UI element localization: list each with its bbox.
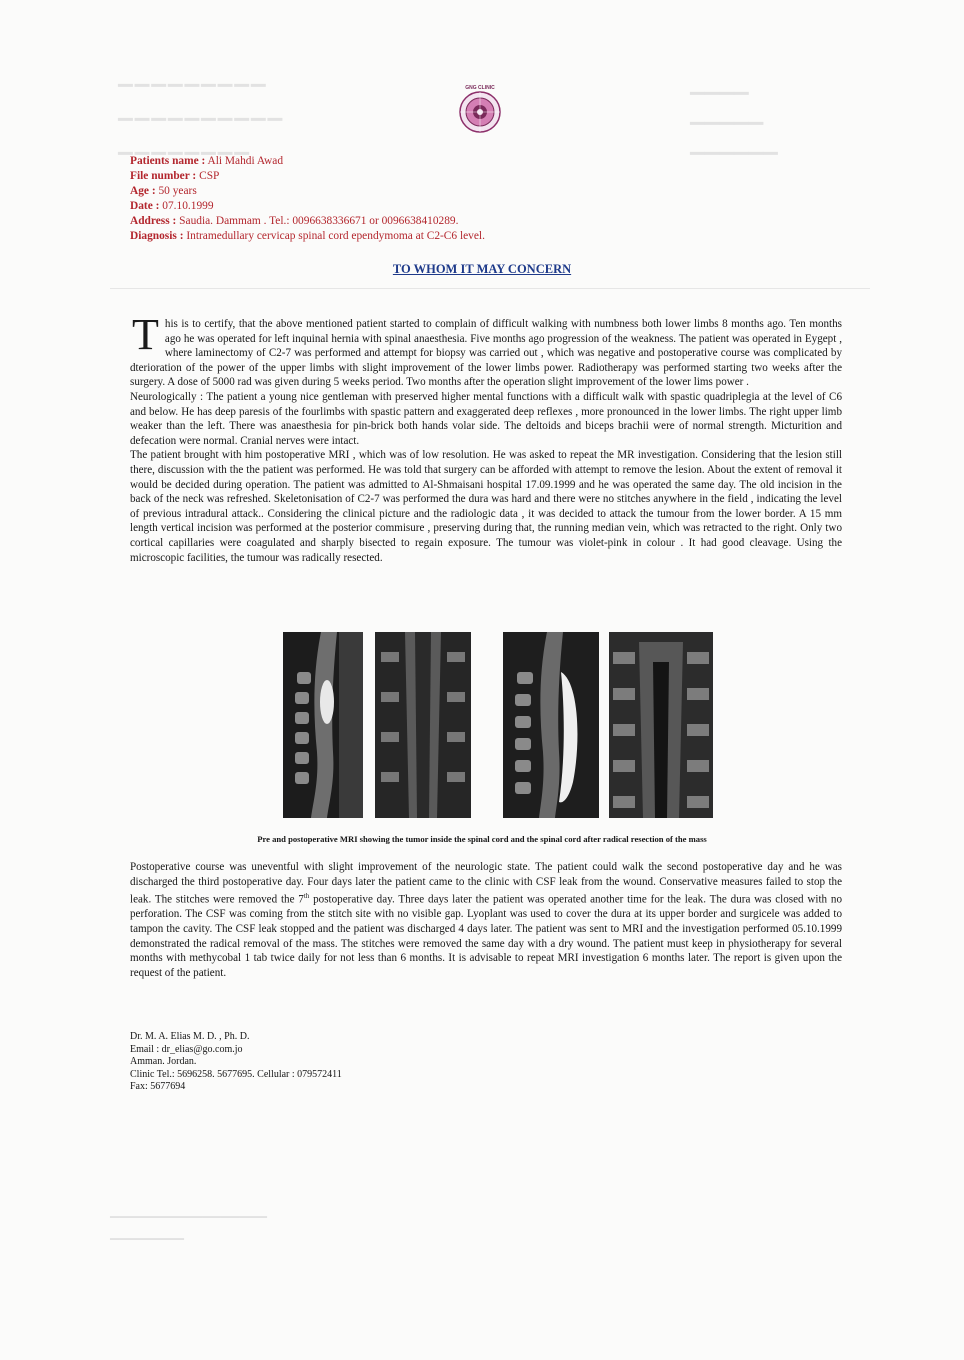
patient-name: Ali Mahdi Awad: [207, 155, 284, 167]
mri-image-postop-coronal: [609, 632, 713, 818]
diagnosis: Intramedullary cervicap spinal cord ependymoma at C2-C6 level.: [186, 230, 485, 242]
date-row: Date : 07.10.1999: [130, 200, 214, 212]
fax-number: Fax: 5677694: [130, 1081, 186, 1092]
mri-image-preop-sagittal: [283, 632, 363, 818]
report-body-part-1: [130, 310, 842, 565]
ordinal-suffix: th: [303, 892, 310, 901]
address: Saudia. Dammam . Tel.: 0096638336671 or 0096638410289.: [179, 215, 459, 227]
logo-text: GNG CLINIC: [465, 85, 495, 91]
date: 07.10.1999: [162, 200, 214, 212]
paragraph-postoperative: Postoperative course was uneventful with slight improvement of the neurologic state. The patient could walk the second postoperative day and he was discharged the third postoperative day. Four days later the patient came to the clinic with CSF leak from the wound. Conservative measures failed to stop the leak. The stitches were removed the 7th postoperative day. Three days later the patient was operated another time for the leak. The dura was closed with no perforation. The CSF was coming from the stitch site with no visible gap. Lyoplant was used to cover the dura at its upper border and surgicele was added to tampon the cavity. The CSF leak stopped and the patient was discharged 4 days later. The patient was sent to MRI and the investigation performed 05.10.1999 demonstrated the radical removal of the mass. The stitches were removed the same day with a dry wound. The patient must keep in physiotherapy for several months with methycobal 1 tab twice daily for not less than 6 months. It is advisable to repeat MRI investigation 6 months later. The report is given upon the request of the patient.: [130, 861, 842, 979]
patient-name-row: Patients name : Ali Mahdi Awad: [130, 155, 284, 167]
mri-image-preop-coronal: [375, 632, 471, 818]
drop-cap: T: [132, 310, 159, 359]
file-number-row: File number : CSP: [130, 170, 220, 182]
mri-image-postop-sagittal: [503, 632, 599, 818]
paragraph-history: This is to certify, that the above mentioned patient started to complain of difficult walking with numbness both lower limbs 8 months ago. Ten months ago he was operated for left inquinal hernia with spinal anaesthesia. Five months ago progression of the weakness. The patient was operated in Eygept , where laminectomy of C2-7 was performed and attempt for biopsy was carried out , which was negative and postoperative course was complicated by dterioration of the power of the upper limbs with slight improvement of the lower limbs power. Radiotherapy was performed starting two weeks after the surgery. A dose of 5000 rad was given during 5 weeks period. Two months after the operation slight improvement of the lower lims power .: [130, 310, 842, 389]
doctor-email: Email : dr_elias@go.com.jo: [130, 1043, 243, 1055]
figure-caption: Pre and postoperative MRI showing the tumor inside the spinal cord and the spinal cord after radical resection of the mass: [257, 834, 707, 844]
doctor-name: Dr. M. A. Elias M. D. , Ph. D.: [130, 1031, 250, 1042]
diagnosis-row: Diagnosis : Intramedullary cervicap spinal cord ependymoma at C2-C6 level.: [130, 230, 485, 242]
paragraph-surgery: The patient brought with him postoperative MRI , which was of low resolution. He was asked to repeat the MR investigation. Considering that the lesion still there, discussion with the the patient was performed. He was told that surgery can be afforded with attempt to remove the lesion. About the extent of removal it would be decided during operation. The patient was admitted to Al-Shmaisani hospital 17.09.1999 and he was operated the same day. The old incision in the back of the neck was refreshed. Skeletonisation of C2-7 was performed the dura was hard and there were no stitches anywhere in the field , indicating the level of previous intradural attack.. Considering the clinical picture and the radiologic data , it was decided to attack the tumour from the lower border. A 15 mm length vertical incision was performed at the posterior commisure , preserving during that, the running median vein, which was retracted to the right. Only two cortical capillaries were coagulated and sharply bisected to regain exposure. The tumour was violet-pink in colour . It had good cleavage. Using the microscopic facilities, the tumour was radically resected.: [130, 449, 842, 564]
page-title: TO WHOM IT MAY CONCERN: [392, 262, 572, 276]
patient-details: [130, 154, 485, 244]
bleed-through-footer: ▁▁▁▁▁▁▁▁▁▁▁▁▁▁▁▁▁ ▁▁▁▁▁▁▁▁: [110, 1204, 267, 1240]
bleed-through-rule: [110, 288, 870, 289]
doctor-city: Amman. Jordan.: [130, 1056, 197, 1067]
report-body-part-2: [130, 860, 842, 980]
age-row: Age : 50 years: [130, 185, 197, 197]
clinic-phone: Clinic Tel.: 5696258. 5677695. Cellular : 079572411: [130, 1068, 342, 1080]
bleed-through-right: ▁▁▁▁ ▁▁▁▁▁ ▁▁▁▁▁▁: [690, 74, 778, 155]
file-number: CSP: [199, 170, 220, 182]
address-row: Address : Saudia. Dammam . Tel.: 0096638336671 or 0096638410289.: [130, 215, 459, 227]
bleed-through-letterhead: ▁▁▁▁▁▁▁▁▁ ▁▁▁▁▁▁▁▁▁▁ ▁▁▁▁▁▁▁▁: [118, 66, 285, 155]
mri-image-row: [283, 632, 713, 820]
paragraph-neurology: Neurologically : The patient a young nice gentleman with preserved higher mental functions with a difficult walk with spastic quadriplegia at the level of C6 and below. He has deep paresis of the fourlimbs with spastic pattern and exaggerated deep reflexes , more pronounced in the lower limbs. The right upper limb weaker than the left. There was anaesthesia for pin-brick both hands volar side. The deltoids and biceps brachii were of normal strength. Micturition and defecation were normal. Cranial nerves were intact.: [130, 390, 842, 447]
clinic-logo: [440, 80, 520, 142]
age: 50 years: [158, 185, 197, 197]
signature-block: [130, 1031, 342, 1094]
